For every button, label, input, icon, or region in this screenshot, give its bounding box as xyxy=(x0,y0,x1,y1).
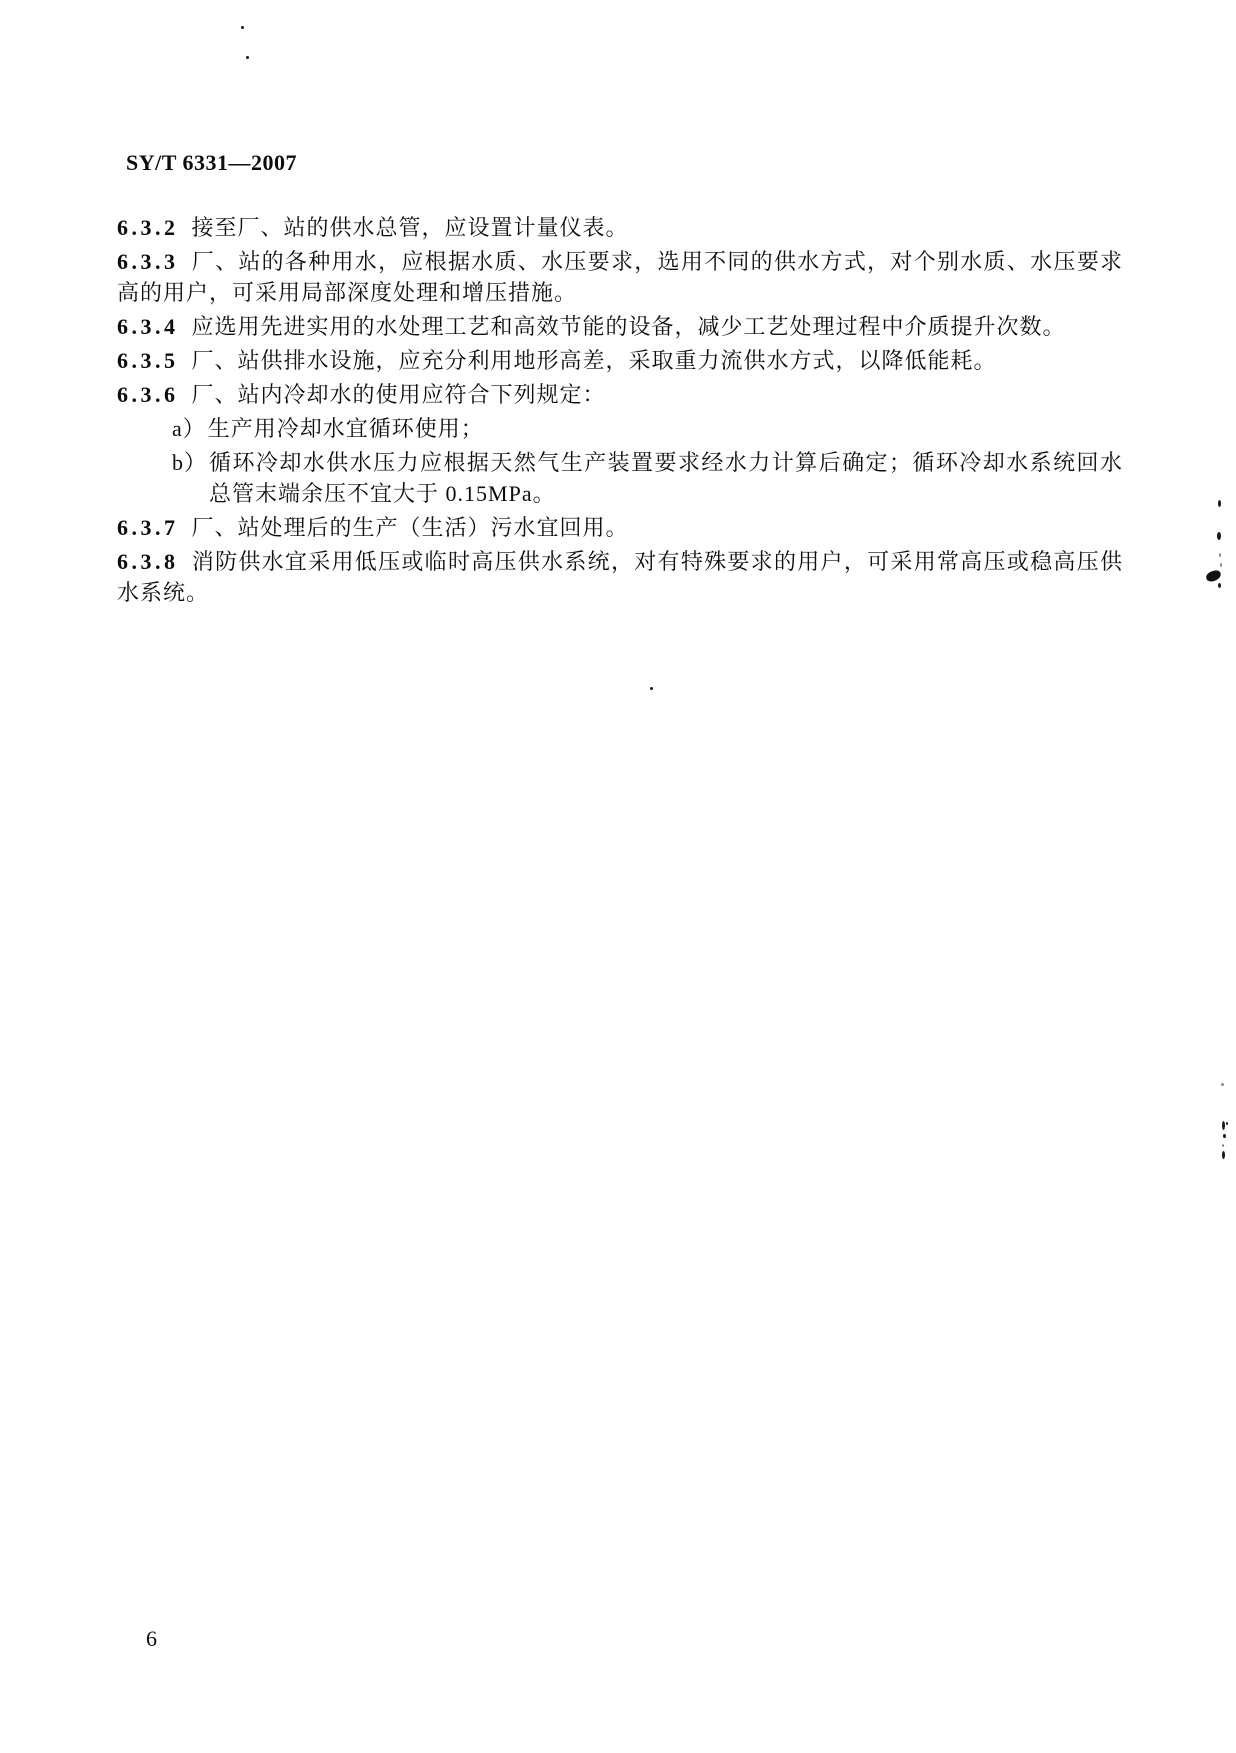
clause-number: 6.3.5 xyxy=(117,348,179,373)
scan-speck xyxy=(1226,1122,1228,1125)
clause-number: 6.3.3 xyxy=(117,249,179,274)
scan-speck xyxy=(1217,532,1221,540)
scan-speck xyxy=(1222,1121,1225,1130)
clause-number: 6.3.8 xyxy=(117,549,179,574)
scan-speck xyxy=(1222,1144,1224,1147)
clause-text: 厂、站处理后的生产（生活）污水宜回用。 xyxy=(191,515,629,540)
scan-speck xyxy=(1218,500,1221,507)
clause-text: 厂、站供排水设施，应充分利用地形高差，采取重力流供水方式，以降低能耗。 xyxy=(191,348,997,373)
clause-6-3-8 xyxy=(117,546,1123,608)
clause-text: 接至厂、站的供水总管，应设置计量仪表。 xyxy=(191,215,629,240)
scan-speck xyxy=(1221,1083,1224,1086)
clause-6-3-3 xyxy=(117,246,1123,308)
clause-6-3-5 xyxy=(117,345,1123,376)
clause-6-3-6 xyxy=(117,379,1123,410)
clause-6-3-4 xyxy=(117,311,1123,342)
clause-text: 厂、站的各种用水，应根据水质、水压要求，选用不同的供水方式，对个别水质、水压要求高的用户，可采用局部深度处理和增压措施。 xyxy=(117,249,1123,305)
clause-text: 消防供水宜采用低压或临时高压供水系统，对有特殊要求的用户，可采用常高压或稳高压供水系统。 xyxy=(117,549,1123,605)
clause-6-3-7 xyxy=(117,512,1123,543)
list-item-label: b） xyxy=(172,450,208,475)
clause-text: 应选用先进实用的水处理工艺和高效节能的设备，减少工艺处理过程中介质提升次数。 xyxy=(191,314,1066,339)
clause-number: 6.3.6 xyxy=(117,382,179,407)
list-item-label: a） xyxy=(172,416,206,441)
standard-number-header: SY/T 6331—2007 xyxy=(126,150,298,175)
document-body xyxy=(117,212,1123,611)
scan-speck xyxy=(241,26,244,29)
scan-speck xyxy=(650,687,653,690)
clause-number: 6.3.2 xyxy=(117,215,179,240)
clause-number: 6.3.4 xyxy=(117,314,179,339)
scan-speck xyxy=(1220,563,1222,567)
list-item-text: 生产用冷却水宜循环使用； xyxy=(207,416,484,441)
list-item-text: 循环冷却水供水压力应根据天然气生产装置要求经水力计算后确定；循环冷却水系统回水总管末端余压不宜大于 0.15MPa。 xyxy=(209,450,1123,506)
clause-6-3-2 xyxy=(117,212,1123,243)
scan-speck xyxy=(1223,1134,1226,1138)
list-item-a xyxy=(172,413,1123,444)
list-item-b xyxy=(172,447,1123,509)
scan-speck xyxy=(1218,583,1221,588)
clause-text: 厂、站内冷却水的使用应符合下列规定： xyxy=(191,382,606,407)
page-number: 6 xyxy=(146,1626,157,1651)
ink-blot xyxy=(1205,569,1222,583)
scan-speck xyxy=(1222,1151,1225,1159)
scan-speck xyxy=(1219,553,1221,557)
scan-speck xyxy=(246,56,249,59)
clause-number: 6.3.7 xyxy=(117,515,179,540)
